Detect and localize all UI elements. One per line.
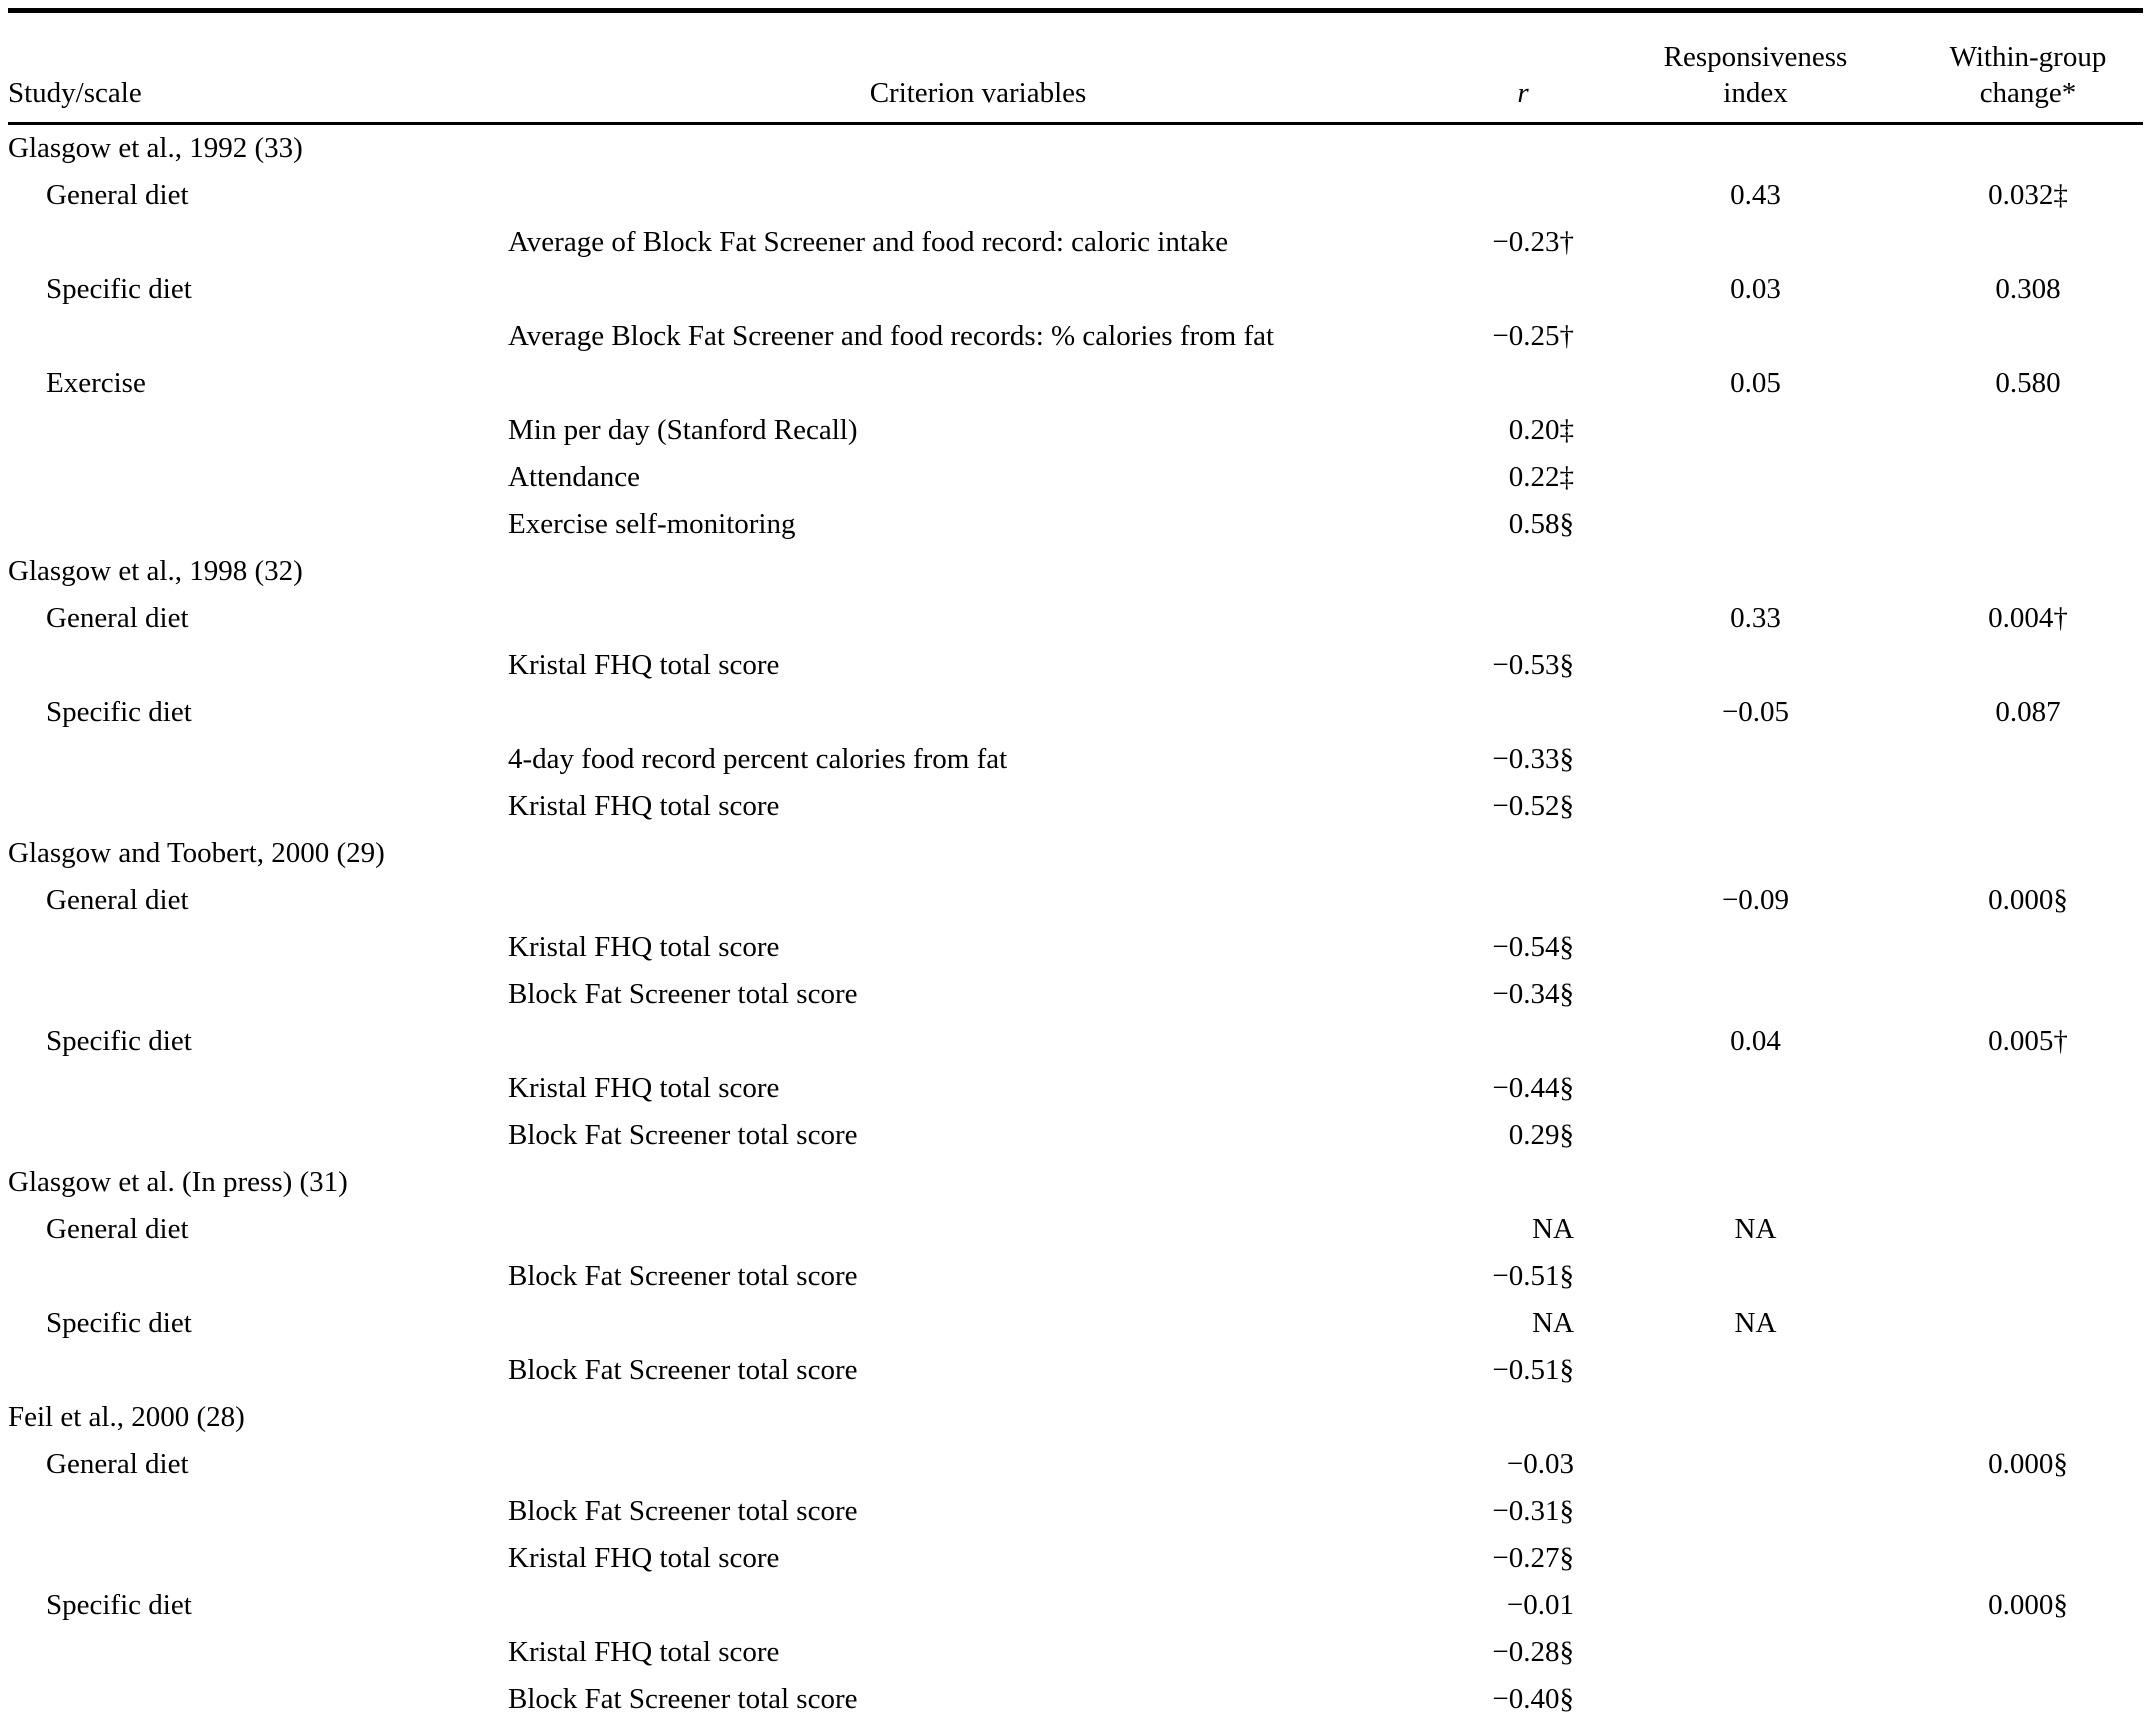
scale-row (8, 172, 2143, 219)
within-group-change-cell (1913, 830, 2143, 877)
study-scale-cell (8, 642, 508, 689)
responsiveness-index-cell (1598, 1394, 1913, 1441)
col-header-study-scale-label: Study/scale (8, 77, 142, 110)
r-value-cell: −0.54§ (1492, 930, 1574, 963)
responsiveness-index-cell: 0.33 (1730, 601, 1781, 634)
responsiveness-index-cell: −0.09 (1721, 883, 1790, 916)
criterion-row (8, 1065, 2143, 1112)
responsiveness-index-cell (1598, 123, 1913, 172)
within-group-change-cell: 0.000§ (1988, 1447, 2068, 1480)
study-scale-cell (8, 1676, 508, 1720)
responsiveness-index-cell (1598, 1159, 1913, 1206)
study-scale-cell: Glasgow and Toobert, 2000 (29) (8, 836, 385, 869)
criterion-variable-cell: Attendance (508, 460, 641, 493)
responsiveness-index-cell (1598, 830, 1913, 877)
criterion-variable-cell: Block Fat Screener total score (508, 1353, 858, 1386)
study-scale-cell (8, 1253, 508, 1300)
r-value-cell: 0.20‡ (1508, 413, 1574, 446)
criterion-row (8, 1253, 2143, 1300)
r-value-cell: −0.34§ (1492, 977, 1574, 1010)
study-scale-cell (8, 736, 508, 783)
criterion-row (8, 1488, 2143, 1535)
responsiveness-index-cell (1598, 548, 1913, 595)
study-scale-cell: Glasgow et al. (In press) (31) (8, 1165, 348, 1198)
r-value-cell (1448, 1159, 1598, 1206)
responsiveness-index-cell (1598, 219, 1913, 266)
criterion-variable-cell: Block Fat Screener total score (508, 1494, 858, 1527)
scale-row (8, 1018, 2143, 1065)
study-scale-cell: General diet (46, 1447, 189, 1480)
r-value-cell (1448, 877, 1598, 924)
responsiveness-index-cell (1598, 924, 1913, 971)
study-scale-cell: General diet (46, 883, 189, 916)
within-group-change-cell (1913, 1347, 2143, 1394)
scale-row (8, 595, 2143, 642)
responsiveness-index-cell (1598, 642, 1913, 689)
responsiveness-index-cell: NA (1734, 1212, 1777, 1245)
within-group-change-cell (1913, 971, 2143, 1018)
criterion-variable-cell (508, 595, 1448, 642)
within-group-change-cell (1913, 642, 2143, 689)
study-scale-cell (8, 313, 508, 360)
col-header-r-label: r (1517, 77, 1529, 110)
within-group-change-cell (1913, 501, 2143, 548)
criterion-variable-cell (508, 1394, 1448, 1441)
study-row (8, 1394, 2143, 1441)
study-row (8, 548, 2143, 595)
within-group-change-cell (1913, 1535, 2143, 1582)
criterion-variable-cell: Min per day (Stanford Recall) (508, 413, 858, 446)
criterion-variable-cell (508, 123, 1448, 172)
study-row (8, 123, 2143, 172)
within-group-change-cell: 0.005† (1988, 1024, 2068, 1057)
within-group-change-cell: 0.032‡ (1988, 178, 2068, 211)
r-value-cell: −0.27§ (1492, 1541, 1574, 1574)
r-value-cell (1448, 548, 1598, 595)
criterion-variable-cell (508, 877, 1448, 924)
study-scale-cell: General diet (46, 601, 189, 634)
study-scale-cell (8, 1535, 508, 1582)
r-value-cell: −0.52§ (1492, 789, 1574, 822)
criterion-variable-cell: Block Fat Screener total score (508, 977, 858, 1010)
responsiveness-index-cell (1598, 313, 1913, 360)
criterion-row (8, 501, 2143, 548)
within-group-change-cell (1913, 1159, 2143, 1206)
study-scale-cell (8, 1347, 508, 1394)
study-scale-cell: Specific diet (46, 1024, 192, 1057)
criterion-row (8, 313, 2143, 360)
responsiveness-index-cell (1598, 1488, 1913, 1535)
scale-row (8, 1300, 2143, 1347)
r-value-cell: −0.01 (1506, 1588, 1574, 1621)
within-group-change-cell (1913, 783, 2143, 830)
within-group-change-cell (1913, 219, 2143, 266)
r-value-cell: 0.58§ (1508, 507, 1574, 540)
study-scale-cell: Specific diet (46, 1588, 192, 1621)
criterion-variable-cell: Kristal FHQ total score (508, 648, 780, 681)
criterion-variable-cell (508, 830, 1448, 877)
study-scale-cell: Glasgow et al., 1998 (32) (8, 554, 303, 587)
header-row (8, 11, 2143, 124)
study-scale-cell (8, 1065, 508, 1112)
criterion-variable-cell: Block Fat Screener total score (508, 1118, 858, 1151)
criterion-variable-cell (508, 1159, 1448, 1206)
responsiveness-index-cell (1598, 501, 1913, 548)
criterion-variable-cell: Kristal FHQ total score (508, 1071, 780, 1104)
criterion-variable-cell: Block Fat Screener total score (508, 1682, 858, 1715)
responsiveness-index-cell (1598, 454, 1913, 501)
r-value-cell: NA (1532, 1212, 1574, 1245)
r-value-cell (1448, 1018, 1598, 1065)
within-group-change-cell: 0.087 (1995, 695, 2061, 728)
results-table (8, 8, 2143, 1720)
col-header-within-group-line2: change* (1979, 77, 2077, 110)
responsiveness-index-cell: 0.43 (1730, 178, 1781, 211)
criterion-variable-cell (508, 548, 1448, 595)
within-group-change-cell (1913, 313, 2143, 360)
criterion-variable-cell: 4-day food record percent calories from fat (508, 742, 1008, 775)
criterion-row (8, 736, 2143, 783)
r-value-cell: −0.44§ (1492, 1071, 1574, 1104)
scale-row (8, 877, 2143, 924)
criterion-row (8, 783, 2143, 830)
within-group-change-cell: 0.004† (1988, 601, 2068, 634)
r-value-cell: −0.03 (1506, 1447, 1574, 1480)
scale-row (8, 1206, 2143, 1253)
study-row (8, 1159, 2143, 1206)
col-header-r (1448, 11, 1598, 124)
within-group-change-cell (1913, 1253, 2143, 1300)
criterion-variable-cell (508, 172, 1448, 219)
r-value-cell: −0.51§ (1492, 1353, 1574, 1386)
within-group-change-cell (1913, 736, 2143, 783)
r-value-cell: −0.25† (1492, 319, 1574, 352)
r-value-cell: −0.53§ (1492, 648, 1574, 681)
study-scale-cell (8, 1488, 508, 1535)
study-scale-cell (8, 501, 508, 548)
study-scale-cell (8, 454, 508, 501)
study-row (8, 830, 2143, 877)
criterion-variable-cell (508, 266, 1448, 313)
criterion-row (8, 1535, 2143, 1582)
responsiveness-index-cell: 0.05 (1730, 366, 1781, 399)
r-value-cell (1448, 360, 1598, 407)
study-scale-cell (8, 219, 508, 266)
r-value-cell: −0.51§ (1492, 1259, 1574, 1292)
study-scale-cell (8, 924, 508, 971)
scale-row (8, 689, 2143, 736)
col-header-responsiveness-line2: index (1723, 77, 1788, 110)
within-group-change-cell (1913, 1206, 2143, 1253)
responsiveness-index-cell (1598, 407, 1913, 454)
r-value-cell (1448, 123, 1598, 172)
responsiveness-index-cell (1598, 1253, 1913, 1300)
r-value-cell: NA (1532, 1306, 1574, 1339)
responsiveness-index-cell: 0.03 (1730, 272, 1781, 305)
within-group-change-cell (1913, 548, 2143, 595)
r-value-cell: −0.28§ (1492, 1635, 1574, 1668)
study-scale-cell: Feil et al., 2000 (28) (8, 1400, 245, 1433)
criterion-variable-cell: Kristal FHQ total score (508, 1635, 780, 1668)
criterion-row (8, 924, 2143, 971)
criterion-row (8, 454, 2143, 501)
r-value-cell (1448, 172, 1598, 219)
study-scale-cell (8, 1112, 508, 1159)
criterion-variable-cell: Kristal FHQ total score (508, 930, 780, 963)
criterion-variable-cell (508, 1206, 1448, 1253)
responsiveness-index-cell (1598, 736, 1913, 783)
r-value-cell (1448, 1394, 1598, 1441)
responsiveness-index-cell (1598, 1441, 1913, 1488)
within-group-change-cell (1913, 407, 2143, 454)
scale-row (8, 360, 2143, 407)
r-value-cell (1448, 595, 1598, 642)
responsiveness-index-cell (1598, 1676, 1913, 1720)
responsiveness-index-cell (1598, 1582, 1913, 1629)
study-scale-cell: Glasgow et al., 1992 (33) (8, 131, 303, 164)
responsiveness-index-cell (1598, 971, 1913, 1018)
r-value-cell (1448, 266, 1598, 313)
within-group-change-cell (1913, 1629, 2143, 1676)
criterion-variable-cell (508, 360, 1448, 407)
study-scale-cell (8, 783, 508, 830)
col-header-criterion-variables (508, 11, 1448, 124)
r-value-cell: −0.40§ (1492, 1682, 1574, 1715)
within-group-change-cell (1913, 1488, 2143, 1535)
col-header-study-scale (8, 11, 508, 124)
responsiveness-index-cell (1598, 1347, 1913, 1394)
responsiveness-index-cell: NA (1734, 1306, 1777, 1339)
col-header-criterion-variables-label: Criterion variables (869, 77, 1087, 110)
scale-row (8, 1582, 2143, 1629)
col-header-responsiveness-index (1598, 11, 1913, 124)
r-value-cell: −0.33§ (1492, 742, 1574, 775)
responsiveness-index-cell (1598, 783, 1913, 830)
criterion-row (8, 407, 2143, 454)
r-value-cell: 0.29§ (1508, 1118, 1574, 1151)
r-value-cell: 0.22‡ (1508, 460, 1574, 493)
col-header-within-group-change (1913, 11, 2143, 124)
within-group-change-cell (1913, 454, 2143, 501)
table-body (8, 123, 2143, 1720)
study-scale-cell (8, 1629, 508, 1676)
col-header-responsiveness-line1: Responsiveness (1663, 41, 1848, 73)
col-header-within-group-line1: Within-group (1949, 41, 2107, 73)
criterion-variable-cell (508, 1018, 1448, 1065)
within-group-change-cell: 0.000§ (1988, 1588, 2068, 1621)
study-scale-cell: Specific diet (46, 695, 192, 728)
r-value-cell (1448, 689, 1598, 736)
within-group-change-cell (1913, 1065, 2143, 1112)
responsiveness-index-cell (1598, 1535, 1913, 1582)
study-scale-cell (8, 407, 508, 454)
r-value-cell: −0.31§ (1492, 1494, 1574, 1527)
criterion-row (8, 1676, 2143, 1720)
within-group-change-cell (1913, 924, 2143, 971)
criterion-variable-cell: Block Fat Screener total score (508, 1259, 858, 1292)
criterion-row (8, 1112, 2143, 1159)
criterion-variable-cell: Exercise self-monitoring (508, 507, 796, 540)
criterion-variable-cell (508, 1300, 1448, 1347)
within-group-change-cell (1913, 1112, 2143, 1159)
study-scale-cell: General diet (46, 178, 189, 211)
within-group-change-cell (1913, 1300, 2143, 1347)
within-group-change-cell: 0.308 (1995, 272, 2061, 305)
criterion-row (8, 1347, 2143, 1394)
criterion-variable-cell (508, 1441, 1448, 1488)
criterion-variable-cell: Average of Block Fat Screener and food record: caloric intake (508, 225, 1229, 258)
study-scale-cell: General diet (46, 1212, 189, 1245)
responsiveness-index-cell (1598, 1112, 1913, 1159)
scale-row (8, 1441, 2143, 1488)
criterion-row (8, 971, 2143, 1018)
within-group-change-cell: 0.580 (1995, 366, 2061, 399)
within-group-change-cell: 0.000§ (1988, 883, 2068, 916)
criterion-variable-cell (508, 1582, 1448, 1629)
criterion-variable-cell (508, 689, 1448, 736)
responsiveness-index-cell: 0.04 (1730, 1024, 1781, 1057)
r-value-cell: −0.23† (1492, 225, 1574, 258)
within-group-change-cell (1913, 1394, 2143, 1441)
study-scale-cell: Specific diet (46, 1306, 192, 1339)
criterion-row (8, 219, 2143, 266)
within-group-change-cell (1913, 123, 2143, 172)
criterion-row (8, 642, 2143, 689)
criterion-variable-cell: Kristal FHQ total score (508, 789, 780, 822)
study-scale-cell: Specific diet (46, 272, 192, 305)
within-group-change-cell (1913, 1676, 2143, 1720)
criterion-variable-cell: Average Block Fat Screener and food records: % calories from fat (508, 319, 1275, 352)
criterion-variable-cell: Kristal FHQ total score (508, 1541, 780, 1574)
responsiveness-index-cell (1598, 1629, 1913, 1676)
r-value-cell (1448, 830, 1598, 877)
responsiveness-index-cell: −0.05 (1721, 695, 1790, 728)
criterion-row (8, 1629, 2143, 1676)
responsiveness-index-cell (1598, 1065, 1913, 1112)
study-scale-cell: Exercise (46, 366, 146, 399)
study-scale-cell (8, 971, 508, 1018)
scale-row (8, 266, 2143, 313)
